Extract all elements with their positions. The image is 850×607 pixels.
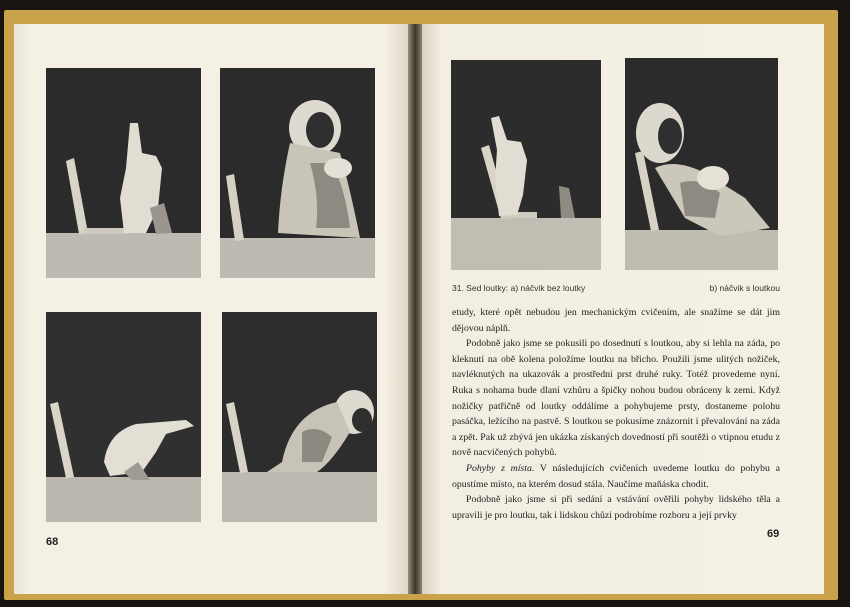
paragraph: Podobně jako jsme se pokusili po dosednutí s loutkou, aby si lehla na záda, po kleknutí na obě kolena položíme loutku na břicho. Použili jsme ulitých nožiček, navléknutých na ukazovák a prostřední prst druhé ruky. Totéž provedeme nyní. Ruka s nohama bude dlaní vzhůru a špičky nohou budou obráceny k zemi. Když nožičky patřičně od loutky oddálíme a pohybujeme prsty, dostaneme polohu pasáčka, ležícího na pastvě. S loutkou se pokusíme znázornit i převalování na záda a zpět. Pak už zbývá jen ukázka získaných dovedností při soutěži o vtipnou etudu z nově nacvičených pohybů.	[452, 338, 780, 459]
hand-pointing-photo	[46, 312, 201, 522]
book-gutter	[408, 24, 422, 594]
puppet-bending-photo	[222, 312, 377, 522]
body-text	[452, 305, 780, 523]
paragraph	[452, 461, 780, 492]
paragraph-text: V následujících cvičeních uvedeme loutku do pohybu a opustíme místo, na kterém dosud stála. Naučíme maňáska chodit.	[452, 462, 780, 490]
caption-left: 31. Sed loutky: a) náčvik bez loutky	[452, 283, 586, 293]
paragraph: Podobně jako jsme si při sedání a vstávání ověřili pohyby lidského těla a upravili je pro loutku, tak i lidskou chůzi podrobíme rozboru a její prvky	[452, 494, 780, 521]
caption-right: b) náčvik s loutkou	[709, 283, 780, 293]
right-page-number: 69	[767, 528, 780, 540]
puppet-sitting-photo	[220, 68, 375, 278]
paragraph: etudy, které opět nebudou jen mechanickým cvičením, ale snažíme se dát jim dějovou náplň.	[452, 307, 780, 334]
left-page-number: 68	[46, 536, 59, 548]
hand-rising-photo	[451, 60, 601, 270]
puppet-leaning-photo	[625, 58, 778, 270]
hand-sitting-photo	[46, 68, 201, 278]
section-heading-inline: Pohyby z místa.	[466, 462, 535, 474]
